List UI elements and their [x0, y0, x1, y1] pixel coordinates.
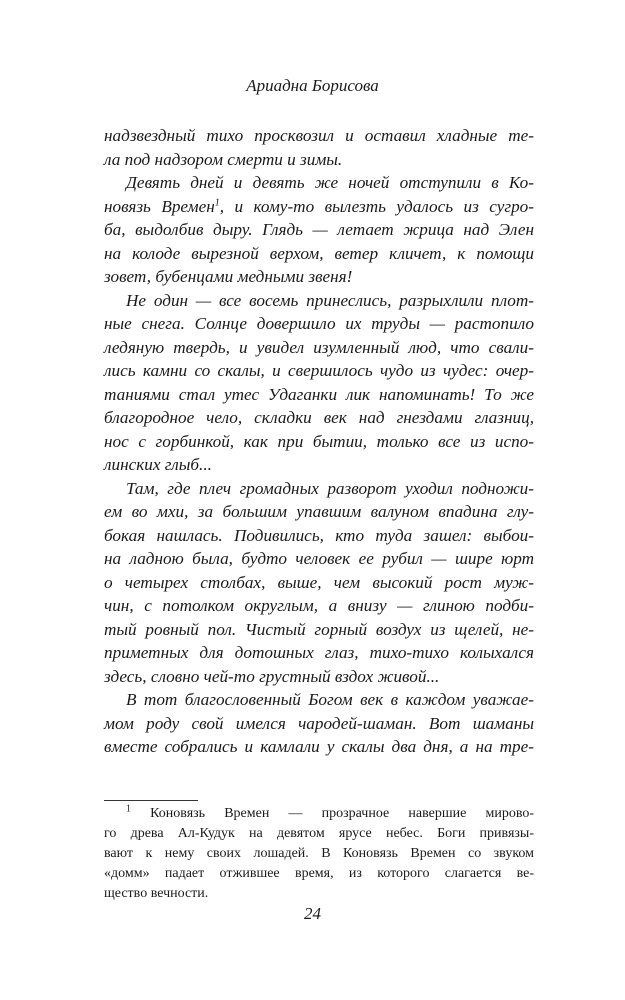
- footnote-divider: [104, 800, 198, 801]
- text-line: зовет, бубенцами медными звеня!: [104, 267, 353, 286]
- text-line: надзвездный тихо просквозил и оставил хладные те-: [104, 126, 534, 145]
- footnote-ref: 1: [214, 196, 220, 208]
- footnote-line: вают к нему своих лошадей. В Коновязь Времен со звуком: [104, 846, 534, 861]
- text-line: чин, с потолком округлым, а внизу — глиною подби-: [104, 596, 534, 615]
- text-line: Там, где плеч громадных разворот уходил подножи-: [126, 478, 534, 498]
- text-line: таниями стал утес Удаганки лик напоминать! То же: [104, 384, 534, 404]
- text-line: мом роду свой имелся чародей-шаман. Вот шаманы: [104, 713, 534, 733]
- text-line: лись камни со скалы, и свершилось чудо из чудес: очер-: [104, 361, 534, 380]
- text-line: ла под надзором смерти и зимы.: [104, 149, 343, 169]
- footnote-marker: 1: [126, 803, 131, 815]
- text-fragment: новязь Времен: [104, 196, 215, 216]
- text-line: Девять дней и девять же ночей отступили в Ко-: [126, 173, 534, 192]
- text-line: нос с горбинкой, как при бытии, только все из испо-: [104, 431, 534, 451]
- footnote-line: щество вечности.: [104, 886, 209, 901]
- footnote-line: [104, 804, 534, 824]
- text-line: на ладною была, будто человек ее рубил — шире юрт: [104, 549, 534, 568]
- page-number: 24: [304, 904, 321, 923]
- text-line: ба, выдолбив дыру. Глядь — летает жрица над Элен: [104, 220, 534, 239]
- text-fragment: , и кому-то вылезть удалось из сугро-: [219, 196, 534, 216]
- text-line: приметных для дотошных глаз, тихо-тихо колыхался: [104, 643, 534, 662]
- running-header: Ариадна Борисова: [246, 76, 379, 95]
- text-line-with-footnote: [104, 195, 534, 219]
- text-line: тый ровный пол. Чистый горный воздух из щелей, не-: [104, 619, 534, 639]
- text-line: линских глыб...: [104, 455, 212, 474]
- text-line: ные снега. Солнце довершило их труды — растопило: [104, 314, 534, 333]
- body-text: [104, 124, 534, 759]
- text-line: на колоде вырезной верхом, ветер кличет, к помощи: [104, 243, 534, 263]
- text-line: Не один — все восемь принеслись, разрыхлили плот-: [126, 290, 534, 310]
- text-line: здесь, словно чей-то грустный вздох живой...: [104, 666, 440, 686]
- footnote-line: «домм» падает отжившее время, из которого слагается ве-: [104, 866, 534, 881]
- text-line: В тот благословенный Богом век в каждом уважае-: [126, 690, 534, 709]
- text-line: благородное чело, складки век над гнездами глазниц,: [104, 408, 534, 427]
- text-line: бокая нашлась. Подивились, кто туда зашел: выбои-: [104, 525, 534, 545]
- text-line: ледяную твердь, и увидел изумленный люд, что свали-: [104, 337, 534, 357]
- text-line: о четырех столбах, выше, чем высокий рост муж-: [104, 572, 534, 592]
- text-line: ем во мхи, за большим упавшим валуном впадина глу-: [104, 502, 534, 521]
- footnote-fragment: Коновязь Времен — прозрачное навершие мирово-: [131, 806, 534, 821]
- text-line: вместе собрались и камлали у скалы два дня, а на тре-: [104, 737, 534, 756]
- footnote-line: го древа Ал-Кудук на девятом ярусе небес. Боги привязы-: [104, 826, 534, 841]
- footnote: [104, 804, 534, 904]
